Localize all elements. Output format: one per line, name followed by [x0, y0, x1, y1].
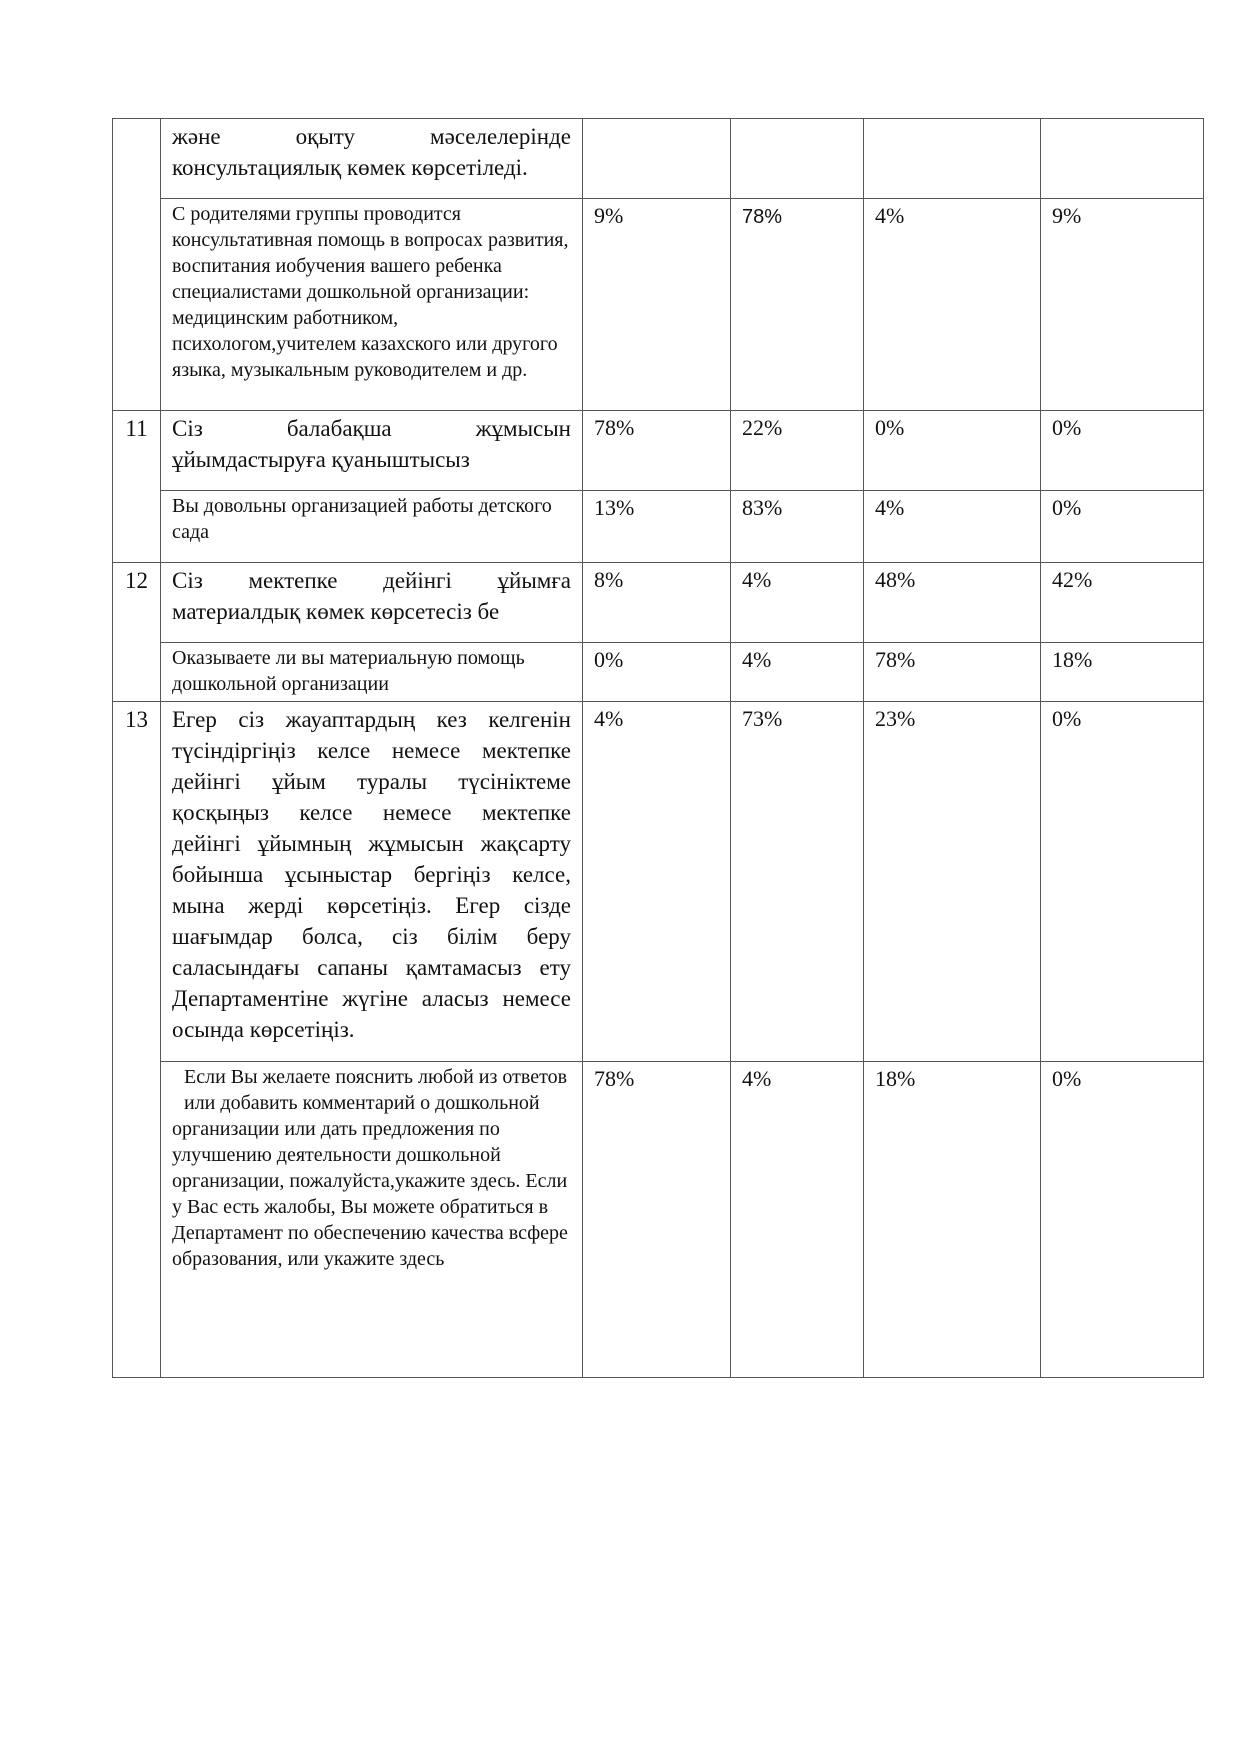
table-row: [113, 491, 1204, 563]
answer-cell: 0%: [1041, 1062, 1204, 1378]
answer-cell: 4%: [731, 563, 864, 643]
answer-cell: 9%: [583, 199, 731, 411]
answer-cell: 13%: [583, 491, 731, 563]
table-row: [113, 119, 1204, 199]
question-number: 12: [113, 563, 161, 702]
answer-cell: 8%: [583, 563, 731, 643]
answer-cell: 78%: [583, 1062, 731, 1378]
answer-cell: [731, 119, 864, 199]
answer-cell: 78%: [583, 411, 731, 491]
answer-cell: [864, 119, 1041, 199]
answer-cell: 4%: [583, 702, 731, 1062]
answer-cell: 42%: [1041, 563, 1204, 643]
answer-cell: 0%: [864, 411, 1041, 491]
answer-cell: 18%: [1041, 643, 1204, 702]
table-row: [113, 199, 1204, 411]
question-text-ru-line: Если Вы желаете пояснить любой из ответов или добавить комментарий о дошкольной: [184, 1066, 568, 1114]
answer-cell: [1041, 119, 1204, 199]
answer-cell: 9%: [1041, 199, 1204, 411]
answer-cell: 4%: [731, 1062, 864, 1378]
answer-cell: 4%: [731, 643, 864, 702]
answer-cell: 0%: [583, 643, 731, 702]
answer-cell: 18%: [864, 1062, 1041, 1378]
question-text-ru: Вы довольны организацией работы детского сада: [161, 491, 583, 563]
answer-cell: 0%: [1041, 491, 1204, 563]
table-row: [113, 563, 1204, 643]
question-number: 13: [113, 702, 161, 1378]
table-row: [113, 411, 1204, 491]
answer-cell: 23%: [864, 702, 1041, 1062]
answer-cell: 0%: [1041, 702, 1204, 1062]
answer-cell: 78%: [864, 643, 1041, 702]
answer-cell: 22%: [731, 411, 864, 491]
question-text-kz: және оқыту мәселелерінде консультациялық көмек көрсетіледі.: [161, 119, 583, 199]
question-text-ru: С родителями группы проводится консультативная помощь в вопросах развития, воспитания иобучения вашего ребенка специалистами дошкольной организации: медицинским работником, психологом,учителем казахского или другого языка, музыкальным руководителем и др.: [161, 199, 583, 411]
survey-results-table: [112, 118, 1204, 1378]
answer-cell: [583, 119, 731, 199]
answer-cell: 78%: [742, 206, 783, 228]
answer-cell: 48%: [864, 563, 1041, 643]
answer-cell: 0%: [1041, 411, 1204, 491]
table-row: [113, 1062, 1204, 1378]
question-text-ru: Оказываете ли вы материальную помощь дошкольной организации: [161, 643, 583, 702]
table-row: [113, 702, 1204, 1062]
table-row: [113, 643, 1204, 702]
question-text-ru-line: организации или дать предложения по улучшению деятельности дошкольной организации, пожалуйста,укажите здесь. Если у Вас есть жалобы, Вы можете обратиться в Департамент по обеспечению качества всфере образования, или укажите здесь: [172, 1118, 568, 1270]
question-text-kz: Егер сіз жауаптардың кез келгенін түсіндіргіңіз келсе немесе мектепке дейінгі ұйым туралы түсініктеме қосқыңыз келсе немесе мектепке дейінгі ұйымның жұмысын жақсарту бойынша ұсыныстар бергіңіз келсе, мына жерді көрсетіңіз. Егер сізде шағымдар болса, сіз білім беру саласындағы сапаны қамтамасыз ету Департаментіне жүгіне аласыз немесе осында көрсетіңіз.: [161, 702, 583, 1062]
question-number: [113, 119, 161, 411]
answer-cell: 83%: [731, 491, 864, 563]
answer-cell: 73%: [731, 702, 864, 1062]
answer-cell: 4%: [864, 199, 1041, 411]
question-text-kz: Сіз балабақша жұмысын ұйымдастыруға қуаныштысыз: [161, 411, 583, 491]
question-number: 11: [113, 411, 161, 563]
answer-cell: 4%: [864, 491, 1041, 563]
question-text-kz: Сіз мектепке дейінгі ұйымға материалдық көмек көрсетесіз бе: [161, 563, 583, 643]
question-text-ru: [161, 1062, 583, 1378]
